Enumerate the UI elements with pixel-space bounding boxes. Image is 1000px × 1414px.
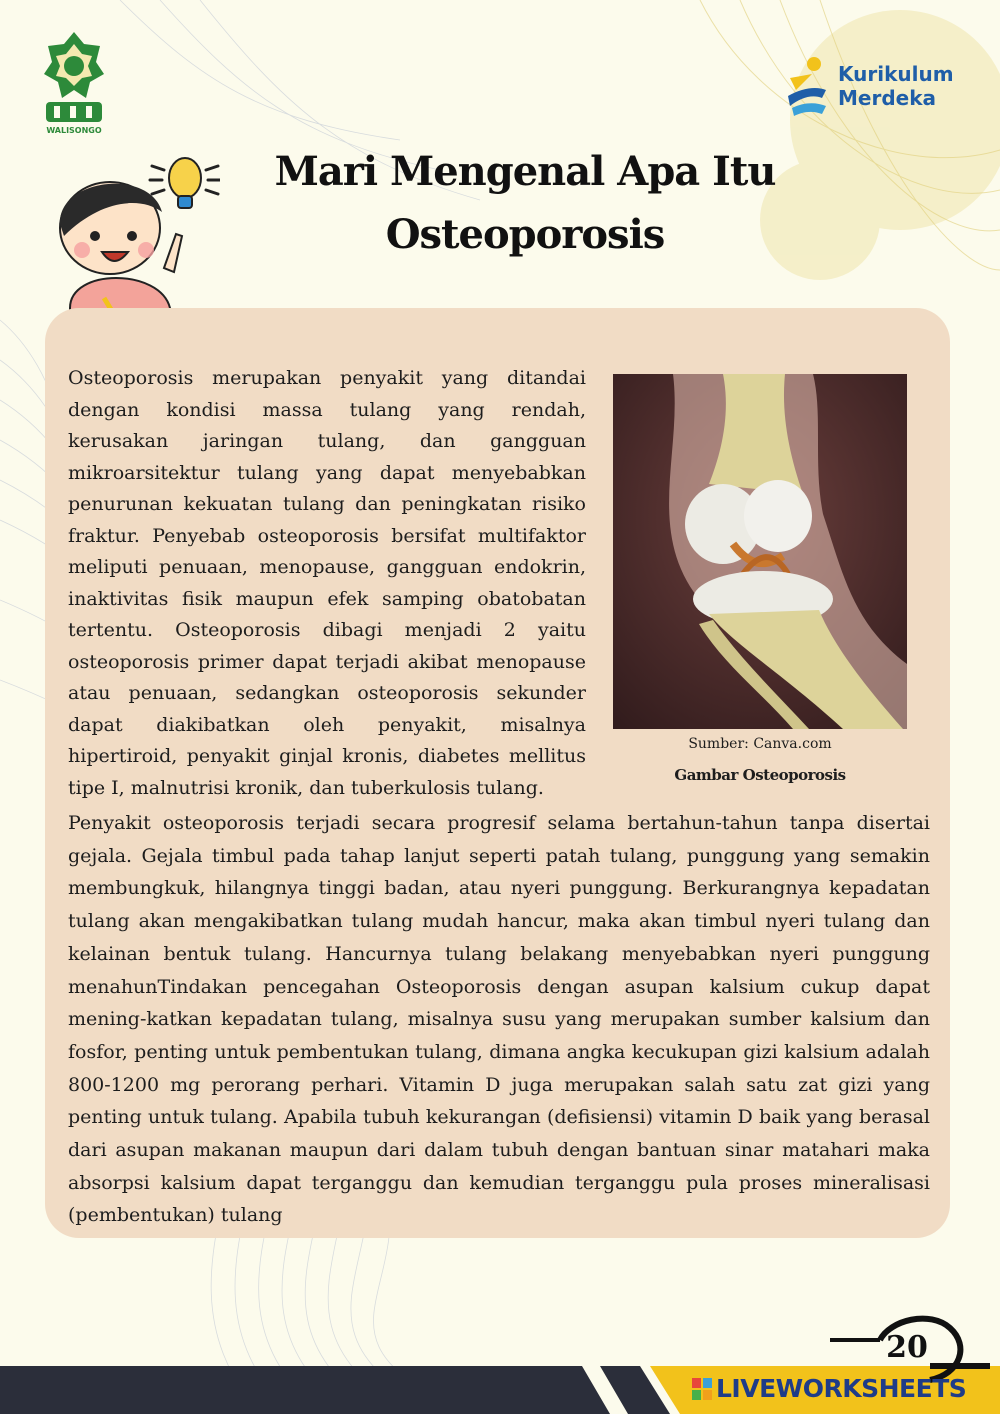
osteoporosis-knee-figure [613,374,907,729]
page-number: 20 [886,1330,928,1365]
figure-title-caption: Gambar Osteoporosis [674,766,846,784]
walisongo-emblem-icon [40,30,108,140]
main-paragraph: Penyakit osteoporosis terjadi secara progresif selama bertahun-tahun tanpa disertai gejala. Gejala timbul pada tahap lanjut seperti patah tulang, punggung yang semakin membungkuk, hilangnya tinggi badan, atau nyeri punggung. Berkurangnya kepadatan tulang akan mengakibatkan tulang mudah hancur, maka akan timbul nyeri tulang dan kelainan bentuk tulang. Hancurnya tulang belakang menyebabkan nyeri punggung menahunTindakan pencegahan Osteoporosis dengan asupan kalsium cukup dapat mening-katkan kepadatan tulang, misalnya susu yang merupakan sumber kalsium dan fosfor, penting untuk pembentukan tulang, dimana angka kecukupan gizi kalsium adalah 800-1200 mg perorang perhari. Vitamin D juga merupakan salah satu zat gizi yang penting untuk tulang. Apabila tubuh kekurangan (defisiensi) vitamin D baik yang berasal dari asupan makanan maupun dari dalam tubuh dengan bantuan sinar matahari maka absorpsi kalsium dapat terganggu dan kemudian terganggu pula proses mineralisasi (pembentukan) tulang [68,812,930,1227]
title-line-2: Osteoporosis [385,211,665,258]
liveworksheets-brand[interactable]: LIVEWORKSHEETS [716,1374,967,1403]
kurikulum-merdeka-mark-icon [782,56,832,116]
figure-source-caption: Sumber: Canva.com [688,736,832,752]
walisongo-logo-text: WALISONGO [46,126,102,135]
walisongo-logo [40,30,108,140]
kurikulum-label: Kurikulum [838,62,954,86]
page-title [230,140,820,266]
intro-paragraph: Osteoporosis merupakan penyakit yang ditandai dengan kondisi massa tulang yang rendah, kerusakan jaringan tulang, dan gangguan mikroarsitektur tulang yang dapat menyebabkan penurunan kekuatan tulang dan peningkatan risiko fraktur. Penyebab osteoporosis bersifat multifaktor meliputi penuaan, menopause, gangguan endokrin, inaktivitas fisik maupun efek samping obatobatan tertentu. Osteoporosis dibagi menjadi 2 yaitu osteoporosis primer dapat terjadi akibat menopause atau penuaan, sedangkan osteoporosis sekunder dapat diakibatkan oleh penyakit, misalnya hipertiroid, penyakit ginjal kronis, diabetes mellitus tipe I, malnutrisi kronik, dan tuberkulosis tulang. [68,367,586,799]
kurikulum-merdeka-logo [782,52,972,122]
liveworksheets-logo-icon [692,1378,712,1402]
title-line-1: Mari Mengenal Apa Itu [274,148,776,195]
merdeka-label: Merdeka [838,86,937,110]
